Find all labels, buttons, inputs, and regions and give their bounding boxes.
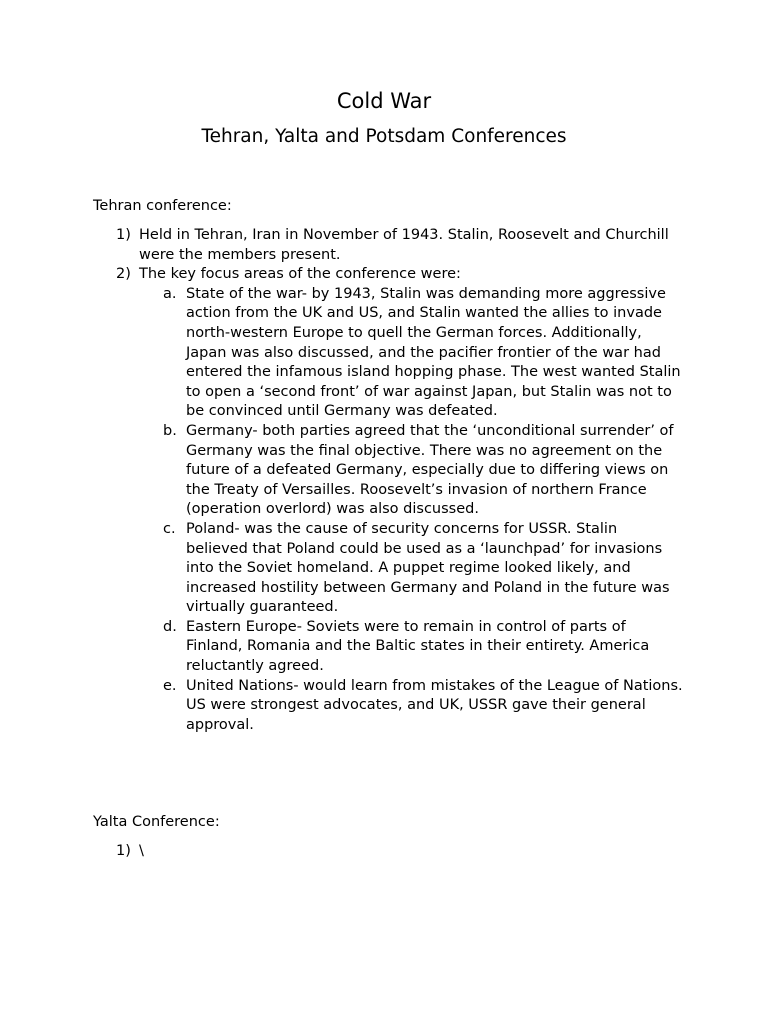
sublist-item-eastern-europe bbox=[93, 618, 683, 677]
document-subtitle: Tehran, Yalta and Potsdam Conferences bbox=[201, 126, 567, 147]
list-item-number: 1) bbox=[116, 227, 131, 243]
sublist-item-text: United Nations- would learn from mistakes of the League of Nations. US were strongest advocates, and UK, USSR gave their general approval. bbox=[186, 677, 683, 733]
tehran-list bbox=[93, 226, 683, 735]
sublist-item-letter: b. bbox=[163, 422, 177, 439]
yalta-list bbox=[93, 842, 683, 862]
sublist-item-text: Poland- was the cause of security concerns for USSR. Stalin believed that Poland could be used as a ‘launchpad’ for invasions into the Soviet homeland. A puppet regime looked likely, and increased hostility between Germany and Poland in the future was virtually guaranteed. bbox=[186, 520, 670, 616]
sublist-item-poland bbox=[93, 520, 683, 618]
sublist-item-text: State of the war- by 1943, Stalin was demanding more aggressive action from the UK and US, and Stalin wanted the allies to invade north-western Europe to quell the German forces. Additionally, Japan was also discussed, and the pacifier frontier of the war had entered the infamous island hopping phase. The west wanted Stalin to open a ‘second front’ of war against Japan, but Stalin was not to be convinced until Germany was defeated. bbox=[186, 285, 681, 420]
list-item-text: Held in Tehran, Iran in November of 1943. Stalin, Roosevelt and Churchill were the members present. bbox=[139, 227, 669, 263]
list-item-number: 2) bbox=[116, 266, 131, 283]
sublist-item-text: Eastern Europe- Soviets were to remain in control of parts of Finland, Romania and the Baltic states in their entirety. America reluctantly agreed. bbox=[186, 618, 650, 675]
sublist-item-germany bbox=[93, 422, 683, 520]
focus-areas-sublist bbox=[93, 285, 683, 736]
sublist-item-united-nations bbox=[93, 677, 683, 736]
list-item-number: 1) bbox=[116, 843, 131, 859]
sublist-item-state-of-war bbox=[93, 285, 683, 422]
list-item bbox=[93, 265, 683, 285]
yalta-heading: Yalta Conference: bbox=[93, 814, 220, 830]
sublist-item-letter: d. bbox=[163, 618, 177, 635]
sublist-item-letter: a. bbox=[163, 285, 177, 302]
sublist-item-text: Germany- both parties agreed that the ‘unconditional surrender’ of Germany was the final objective. There was no agreement on the future of a defeated Germany, especially due to differing views on the Treaty of Versailles. Roosevelt’s invasion of northern France (operation overlord) was also discussed. bbox=[186, 422, 674, 518]
sublist-item-letter: e. bbox=[163, 677, 177, 694]
list-item-text: The key focus areas of the conference were: bbox=[139, 266, 461, 283]
list-item bbox=[93, 842, 683, 862]
list-item bbox=[93, 226, 683, 265]
document-title: Cold War bbox=[336, 89, 432, 113]
list-item-text: \ bbox=[139, 843, 144, 859]
sublist-item-letter: c. bbox=[163, 520, 176, 537]
tehran-heading: Tehran conference: bbox=[93, 198, 232, 214]
